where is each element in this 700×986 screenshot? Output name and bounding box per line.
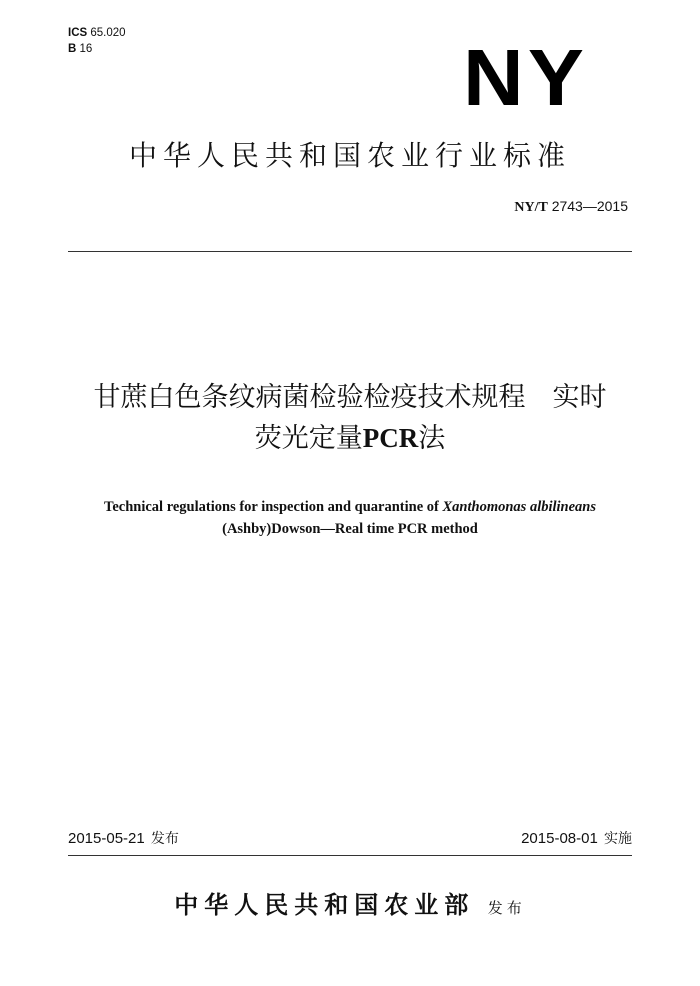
- ny-logo: NY: [462, 33, 588, 122]
- english-title-line1: [0, 496, 700, 518]
- issuer-name: 中华人民共和国农业部: [174, 890, 475, 919]
- standard-number: [514, 198, 628, 216]
- standard-number-value: 2743—2015: [551, 198, 628, 214]
- implement-date: 2015-08-01: [521, 830, 598, 847]
- chinese-title-pcr: PCR: [362, 423, 419, 453]
- ics-line: [68, 25, 126, 41]
- implement-label: 实施: [604, 831, 632, 847]
- implement-date-block: [521, 828, 632, 848]
- header-divider: [68, 251, 632, 252]
- ics-code: 65.020: [90, 27, 126, 39]
- standard-number-prefix: NY/T: [514, 200, 548, 215]
- english-title-line2: (Ashby)Dowson—Real time PCR method: [222, 521, 478, 537]
- classification-codes: [68, 25, 126, 57]
- ics-label: ICS: [68, 27, 88, 39]
- chinese-title-line1: 甘蔗白色条纹病菌检验检疫技术规程 实时: [93, 382, 607, 413]
- issuer-action: 发布: [487, 899, 526, 917]
- standard-title: 中华人民共和国农业行业标准: [128, 139, 571, 172]
- english-title-part1: Technical regulations for inspection and quarantine of: [103, 499, 443, 515]
- english-title-species: Xanthomonas albilineans: [442, 499, 597, 515]
- footer-divider: [68, 855, 632, 856]
- chinese-title: [0, 378, 700, 459]
- chinese-title-line2: [0, 418, 700, 459]
- ccs-label: B: [68, 43, 77, 55]
- chinese-title-line2-prefix: 荧光定量: [254, 423, 363, 454]
- english-title: [0, 496, 700, 540]
- issue-date-block: [68, 828, 179, 848]
- issue-label: 发布: [150, 831, 179, 847]
- chinese-title-line2-suffix: 法: [418, 423, 446, 454]
- issue-date: 2015-05-21: [68, 830, 145, 847]
- issuer: [0, 885, 700, 920]
- ccs-line: [68, 41, 126, 57]
- ccs-code: 16: [79, 43, 93, 55]
